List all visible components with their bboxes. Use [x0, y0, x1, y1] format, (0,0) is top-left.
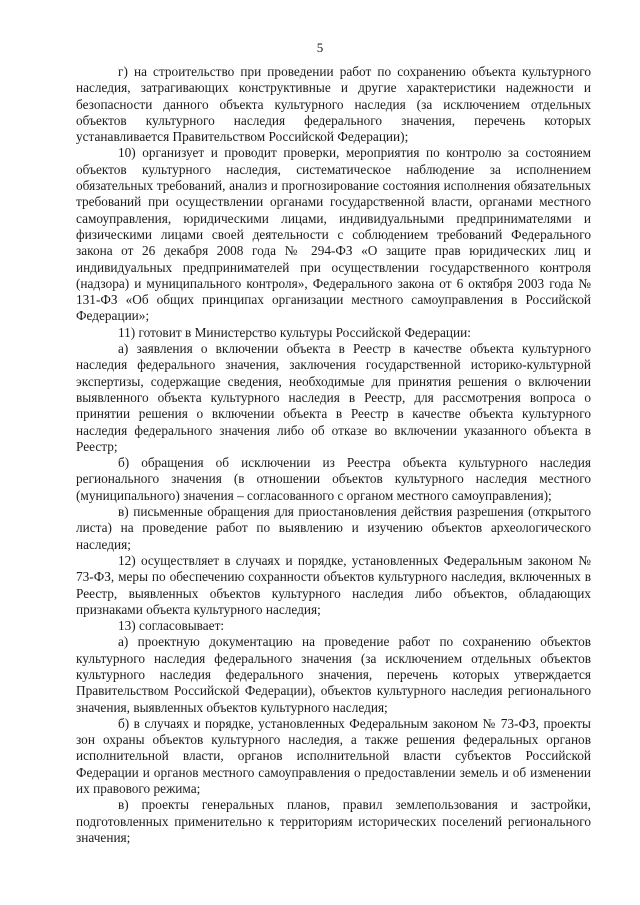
paragraph-13-b: б) в случаях и порядке, установленных Федеральным законом № 73-ФЗ, проекты зон охраны объектов культурного наследия, а также решения федеральных органов исполнительной власти, органов исполнительной власти субъектов Российской Федерации и органов местного самоуправления о предоставлении земель и об изменении их правового режима;	[76, 715, 591, 797]
paragraph-11: 11) готовит в Министерство культуры Российской Федерации:	[118, 324, 471, 340]
paragraph-13-v: в) проекты генеральных планов, правил землепользования и застройки, подготовленных применительно к территориям исторических поселений регионального значения;	[76, 797, 591, 845]
paragraph-item-g: г) на строительство при проведении работ по сохранению объекта культурного наследия, затрагивающих конструктивные и другие характеристики надежности и безопасности данного объекта культурного наследия (за исключением отдельных объектов культурного наследия федерального значения, перечень которых устанавливается Правительством Российской Федерации);	[76, 64, 591, 145]
document-body	[76, 64, 591, 846]
paragraph-11-b: б) обращения об исключении из Реестра объекта культурного наследия регионального значения (в отношении объектов культурного наследия местного (муниципального) значения – согласованного с органом местного самоуправления);	[76, 455, 591, 503]
paragraph-11-v: в) письменные обращения для приостановления действия разрешения (открытого листа) на проведение работ по выявлению и изучению объектов археологического наследия;	[76, 504, 591, 552]
paragraph-11-a: а) заявления о включении объекта в Реестр в качестве объекта культурного наследия федерального значения, заключения государственной историко-культурной экспертизы, содержащие сведения, необходимые для принятия решения о включении выявленного объекта культурного наследия в Реестр, для рассмотрения вопроса о принятии решения о включении объекта в Реестр в качестве объекта культурного наследия федерального значения либо об отказе во включении указанного объекта в Реестр;	[76, 341, 591, 454]
paragraph-13-a: а) проектную документацию на проведение работ по сохранению объектов культурного наследия федерального значения (за исключением отдельных объектов культурного наследия федерального значения, перечень которых утверждается Правительством Российской Федерации), объектов культурного наследия регионального значения, выявленных объектов культурного наследия;	[76, 634, 591, 715]
paragraph-13: 13) согласовывает:	[118, 618, 225, 634]
page-number: 5	[316, 40, 324, 55]
paragraph-12: 12) осуществляет в случаях и порядке, установленных Федеральным законом № 73-ФЗ, меры по обеспечению сохранности объектов культурного наследия, включенных в Реестр, выявленных объектов культурного наследия либо объектов, обладающих признаками объекта культурного наследия;	[76, 552, 591, 617]
paragraph-10: 10) организует и проводит проверки, мероприятия по контролю за состоянием объектов культурного наследия, систематическое наблюдение за исполнением обязательных требований, анализ и прогнозирование состояния исполнения обязательных требований при осуществлении органами государственной власти, органами местного самоуправления, юридическими лицами, индивидуальными предпринимателями и физическими лицами своей деятельности с соблюдением требований Федерального закона от 26 декабря 2008 года № 294-ФЗ «О защите прав юридических лиц и индивидуальных предпринимателей при осуществлении государственного контроля (надзора) и муниципального контроля», Федерального закона от 6 октября 2003 года № 131-ФЗ «Об общих принципах организации местного самоуправления в Российской Федерации»;	[76, 145, 591, 324]
